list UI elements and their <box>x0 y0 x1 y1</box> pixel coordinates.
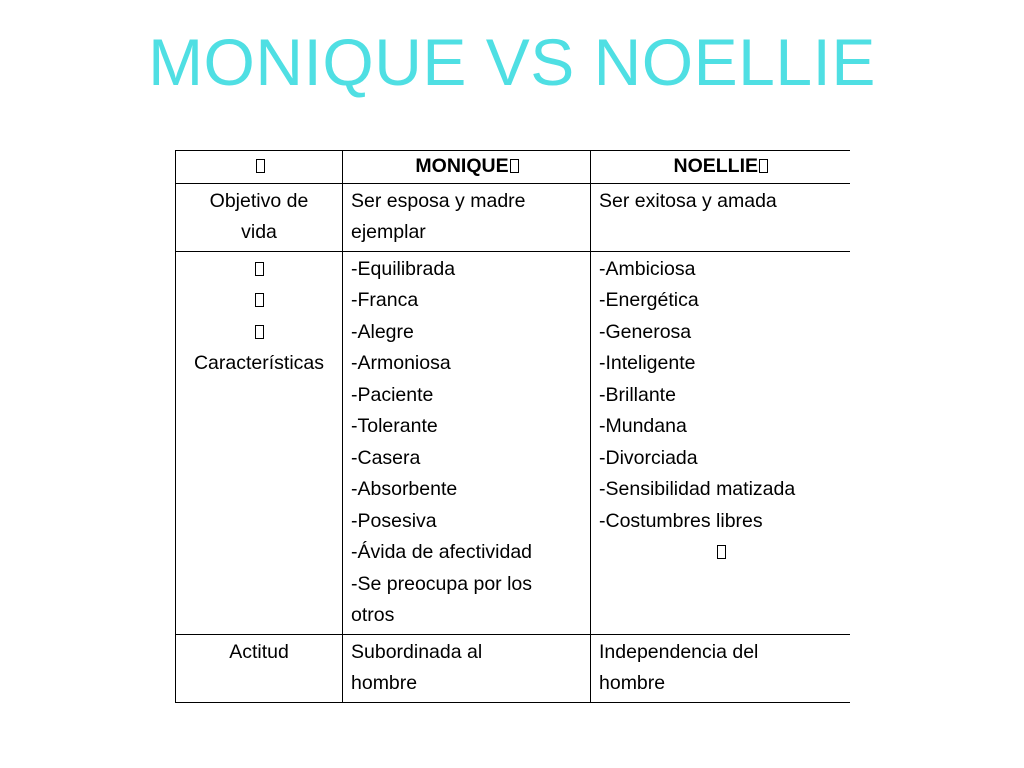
slide-title: MONIQUE VS NOELLIE <box>148 25 876 99</box>
cell-line: -Armoniosa <box>351 352 451 374</box>
cell-line: otros <box>351 604 395 626</box>
row-label-blank <box>178 285 340 317</box>
row-label-line: Características <box>193 352 325 374</box>
noellie-cell <box>591 634 850 702</box>
cell-line-blank <box>599 537 844 569</box>
comparison-table-container <box>175 150 849 703</box>
cell-line: hombre <box>599 672 666 694</box>
cell-line: -Casera <box>351 446 421 469</box>
header-cell-empty <box>176 151 343 184</box>
cell-line: -Sensibilidad matizada <box>599 478 796 500</box>
cell-line: -Mundana <box>599 415 687 437</box>
cell-line: -Se preocupa por los <box>351 572 533 595</box>
noellie-cell <box>591 251 850 634</box>
cell-line: -Ambiciosa <box>599 257 696 280</box>
noellie-cell <box>591 183 850 251</box>
table-row <box>176 251 850 634</box>
cell-line: -Inteligente <box>599 352 696 374</box>
table-row <box>176 634 850 702</box>
cell-line: -Posesiva <box>351 509 437 532</box>
cell-line: Independencia del <box>599 640 759 663</box>
row-label-line: Actitud <box>229 640 289 663</box>
cell-line: ejemplar <box>351 221 426 243</box>
table-header-row <box>176 151 850 184</box>
cell-line: -Generosa <box>599 320 692 343</box>
row-label-line: vida <box>241 221 277 243</box>
row-label-cell <box>176 183 343 251</box>
comparison-table <box>175 150 850 703</box>
cell-line: -Alegre <box>351 320 414 343</box>
cell-line: -Paciente <box>351 383 434 406</box>
row-label-cell <box>176 634 343 702</box>
row-label-blank <box>178 254 340 286</box>
cell-line: -Absorbente <box>351 478 458 500</box>
row-label-line: Objetivo de <box>209 189 309 212</box>
row-label-cell <box>176 251 343 634</box>
monique-cell <box>343 251 591 634</box>
monique-cell <box>343 634 591 702</box>
header-cell-monique: MONIQUE <box>343 151 591 184</box>
cell-line: -Ávida de afectividad <box>351 541 533 563</box>
cell-line: Subordinada al <box>351 640 483 663</box>
cell-line: Ser exitosa y amada <box>599 189 777 212</box>
cell-line: hombre <box>351 672 418 694</box>
table-row <box>176 183 850 251</box>
cell-line: Ser esposa y madre <box>351 189 526 212</box>
cell-line: -Energética <box>599 289 699 311</box>
cell-line: -Tolerante <box>351 415 438 437</box>
cell-line: -Equilibrada <box>351 257 456 280</box>
cell-line: -Costumbres libres <box>599 509 763 532</box>
monique-cell <box>343 183 591 251</box>
cell-line: -Divorciada <box>599 446 698 469</box>
cell-line: -Brillante <box>599 383 676 406</box>
cell-line: -Franca <box>351 289 419 311</box>
row-label-blank <box>178 317 340 349</box>
header-cell-noellie: NOELLIE <box>591 151 850 184</box>
